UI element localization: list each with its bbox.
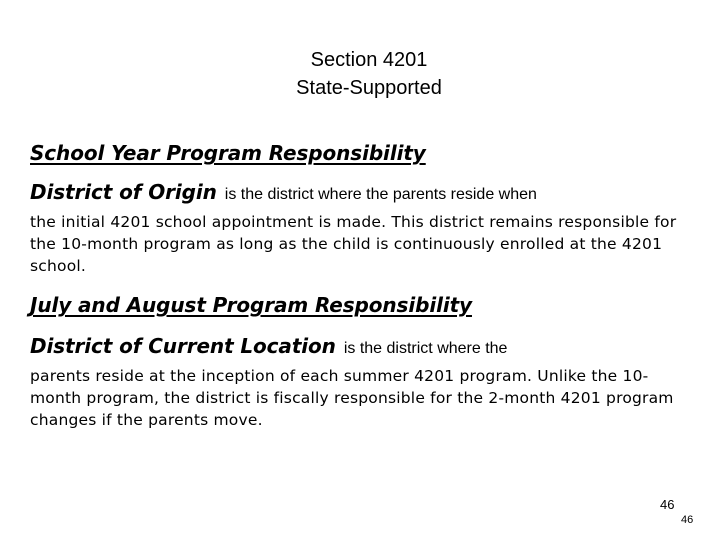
definition-start-district-of-current-location: is the district where the — [343, 340, 508, 357]
section-heading-school-year: School Year Program Responsibility — [30, 141, 426, 165]
page-number: 46 — [660, 497, 675, 512]
definition-body-district-of-current-location: parents reside at the inception of each summer 4201 program. Unlike the 10-month program, the district is fiscally responsible for the 2-month 4201 program changes if the parents move. — [30, 367, 674, 429]
definition-body-district-of-origin: the initial 4201 school appointment is made. This district remains responsible for the 10-month program as long as the child is continuously enrolled at the 4201 school. — [30, 213, 677, 275]
term-district-of-current-location: District of Current Location — [30, 334, 336, 358]
term-district-of-origin: District of Origin — [30, 180, 217, 204]
definition-start-district-of-origin: is the district where the parents reside when — [224, 186, 537, 203]
section-heading-summer: July and August Program Responsibility — [30, 293, 472, 317]
slide-title-line-2: State-Supported — [296, 77, 442, 99]
slide-title-line-1: Section 4201 — [310, 49, 428, 71]
paragraph-district-of-current-location — [30, 335, 690, 431]
term-line-district-of-origin — [30, 181, 690, 211]
term-line-district-of-current-location — [30, 335, 690, 365]
paragraph-district-of-origin — [30, 181, 690, 277]
slide-number: 46 — [681, 514, 694, 526]
